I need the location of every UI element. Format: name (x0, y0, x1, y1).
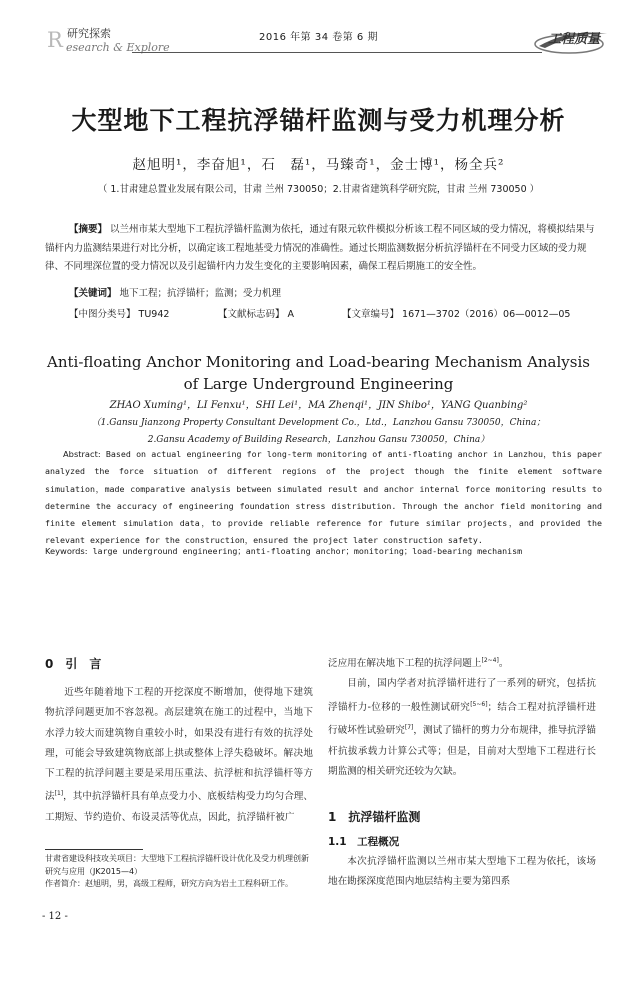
keywords-cn-text: 地下工程；抗浮锚杆；监测；受力机理 (119, 288, 282, 299)
paragraph-right-2-a: 目前，国内学者对抗浮锚杆进行了一系列的研究，包括抗浮锚杆力-位移的一般性测试研究 (328, 678, 596, 713)
page-number: - 12 - (42, 911, 68, 922)
header-section-cn: 研究探索 (67, 27, 111, 40)
affiliation-cn: （ 1.甘肃建总置业发展有限公司，甘肃 兰州 730050；2.甘肃省建筑科学研究院，甘肃 兰州 730050 ） (97, 184, 540, 195)
citation: [5~6] (470, 700, 488, 708)
paragraph-right-3 (328, 852, 596, 893)
page-title: 大型地下工程抗浮锚杆监测与受力机理分析 (71, 106, 566, 135)
header-rule (132, 52, 542, 53)
document-code: 【文献标志码】 A (218, 309, 295, 320)
paragraph-right-1-end: 。 (498, 658, 509, 670)
paragraph-intro (45, 683, 313, 828)
paragraph-right-1-text: 泛应用在解决地下工程的抗浮问题上 (328, 658, 482, 670)
journal-logo-text: 工程质量 (548, 32, 601, 47)
paragraph-intro-text: 近些年随着地下工程的开挖深度不断增加，使得地下建筑物抗浮问题更加不容忽视。高层建筑在施工的过程中，当地下水浮力较大而建筑物自重较小时，如果没有进行有效的抗浮处理，可能会导致建筑物底部上拱或整体上浮失稳破坏。解决地下工程的抗浮问题主要是采用压重法、抗浮桩和抗浮锚杆等方法 (45, 687, 313, 803)
affiliation-en-1: （1.Gansu Jianzong Property Consultant Development Co.，Ltd.，Lanzhou Gansu 730050，China； (91, 418, 546, 428)
keywords-en (45, 545, 522, 557)
abstract-en (45, 446, 602, 550)
citation: [1] (54, 790, 64, 798)
right-column (328, 651, 596, 782)
abstract-cn-text: 以兰州市某大型地下工程抗浮锚杆监测为依托，通过有限元软件模拟分析该工程不同区域的受力情况，将模拟结果与锚杆内力监测结果进行对比分析，以确定该工程地基受力情况的准确性。通过长期监测数据分析抗浮锚杆在不同受力区域的受力规律、不同埋深位置的受力情况以及引起锚杆内力发生变化的主要影响因素，确保工程后期施工的安全性。 (45, 224, 595, 272)
paragraph-right-2-b: ；结合工程对抗浮锚杆进行破坏性试验研究 (328, 701, 596, 737)
citation: [7] (404, 724, 414, 732)
abstract-cn (45, 221, 597, 277)
section-1-1-title: 1.1 工程概况 (328, 836, 400, 848)
keywords-cn-label: 【关键词】 (69, 288, 117, 299)
footnote-author: 作者简介：赵旭明，男，高级工程师，研究方向为岩土工程科研工作。 (45, 879, 293, 888)
header-issue: 2016 年第 34 卷第 6 期 (259, 32, 378, 43)
footnote-fund: 甘肃省建设科技攻关项目：大型地下工程抗浮锚杆设计优化及受力机理创新研究与应用（JK2015—4） (45, 854, 309, 876)
authors-en: ZHAO Xuming¹，LI Fenxu¹，SHI Lei¹，MA Zhenqi¹，JIN Shibo¹，YANG Quanbing² (109, 400, 528, 411)
paragraph-right-2 (328, 674, 596, 782)
section-0-title: 0 引 言 (45, 657, 102, 671)
paragraph-right-1 (328, 651, 596, 674)
citation: [2~4] (481, 657, 499, 664)
left-column (45, 683, 313, 828)
clc-number: 【中图分类号】 TU942 (69, 309, 170, 320)
abstract-en-text: Based on actual engineering for long-term monitoring of anti-floating anchor in Lanzhou，this paper analyzed the force situation of different regions of the project though the finite element software simulation，made comparative analysis between simulated result and anchor internal force monitoring results to determine the accuracy of engineering foundation stress distribution. Through the anchor field monitoring and finite element simulation data，to provide reliable reference for future similar projects，and provided the relevant experience for the construction，ensured the project later construction safety. (45, 449, 602, 546)
header-logo-letter: R (47, 28, 63, 52)
abstract-en-label: Abstract: (63, 449, 101, 459)
abstract-cn-label: 【摘要】 (69, 224, 108, 235)
title-en (0, 351, 637, 395)
footnote-rule (45, 849, 143, 850)
keywords-cn (45, 285, 597, 304)
authors-cn: 赵旭明¹，李奋旭¹，石 磊¹，马臻奇¹，金士博¹，杨全兵² (132, 157, 505, 173)
header-section-en: esearch & Explore (66, 41, 170, 54)
affiliation-en-2: 2.Gansu Academy of Building Research，Lanzhou Gansu 730050，China） (147, 435, 490, 445)
keywords-en-label: Keywords: (45, 546, 88, 556)
keywords-en-text: large underground engineering；anti-floating anchor；monitoring；load-bearing mechanism (92, 546, 523, 556)
paragraph-right-2-c: ，测试了锚杆的剪力分布规律，推导抗浮锚杆抗拔承载力计算公式等；但是，目前对大型地下工程进行长期监测的相关研究还较为欠缺。 (328, 725, 597, 778)
section-1-title: 1 抗浮锚杆监测 (328, 810, 421, 824)
article-number: 【文章编号】 1671—3702（2016）06—0012—05 (342, 309, 571, 320)
paragraph-right-3-text: 本次抗浮锚杆监测以兰州市某大型地下工程为依托，该场地在勘探深度范围内地层结构主要为第四系 (328, 856, 596, 888)
paragraph-intro-end: ，其中抗浮锚杆具有单点受力小、底板结构受力均匀合理、工期短、节约造价、布设灵活等优点，因此，抗浮锚杆被广 (45, 791, 314, 823)
title-en-line2: of Large Underground Engineering (183, 375, 454, 393)
title-en-line1: Anti-floating Anchor Monitoring and Load-bearing Mechanism Analysis (47, 353, 590, 371)
